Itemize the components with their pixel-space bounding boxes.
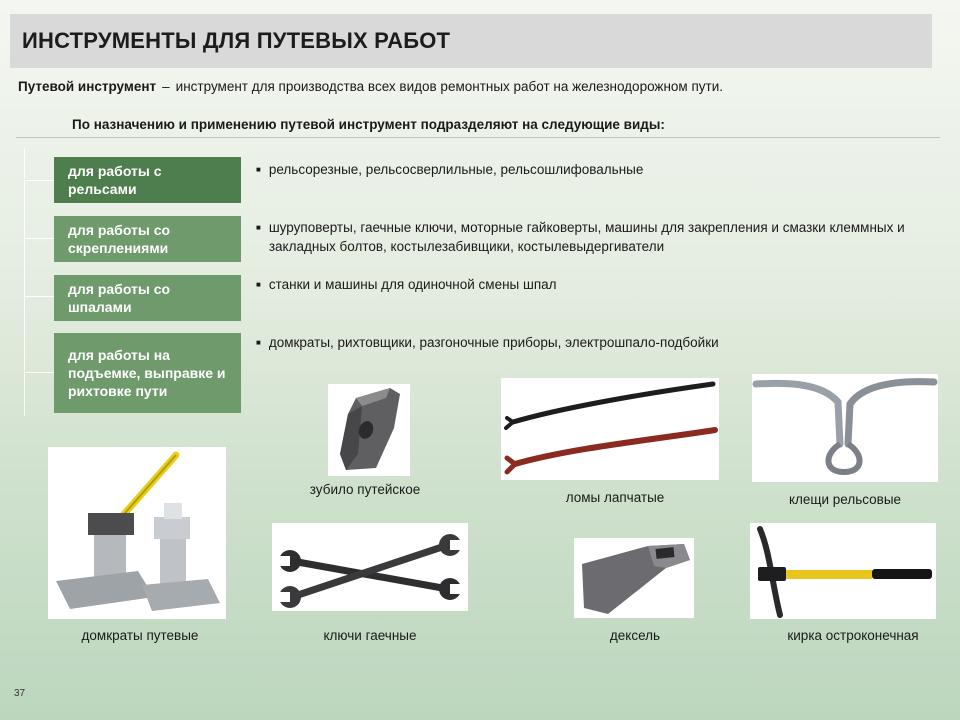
adze-image xyxy=(574,538,694,618)
pickaxe-image xyxy=(750,523,936,619)
connector-stub xyxy=(24,238,54,239)
category-description xyxy=(256,333,936,352)
description-text: рельсорезные, рельсосверлильные, рельсошлифовальные xyxy=(268,162,644,177)
bullet-icon: ■ xyxy=(256,223,261,232)
slide-number: 37 xyxy=(14,688,26,699)
tool-caption: зубило путейское xyxy=(309,482,421,497)
connector-line xyxy=(24,148,25,416)
tool-caption: дексель xyxy=(609,628,661,643)
page-title: ИНСТРУМЕНТЫ ДЛЯ ПУТЕВЫХ РАБОТ xyxy=(22,28,451,53)
tool-caption: домкраты путевые xyxy=(81,628,199,643)
description-text: домкраты, рихтовщики, разгоночные приборы, электрошпало-подбойки xyxy=(268,335,719,350)
category-label: для работы со шпалами xyxy=(68,281,171,315)
tool-caption: кирка остроконечная xyxy=(787,628,919,643)
category-description xyxy=(256,218,946,256)
category-label: для работы со скреплениями xyxy=(68,222,171,256)
bullet-icon: ■ xyxy=(256,338,261,347)
definition-term: Путевой инструмент xyxy=(18,79,157,94)
definition-text: инструмент для производства всех видов ремонтных работ на железнодорожном пути. xyxy=(175,79,723,94)
category-sleepers xyxy=(54,275,241,321)
category-label: для работы на подъемке, выправке и рихтовке пути xyxy=(68,347,226,399)
definition-dash: – xyxy=(162,79,170,94)
connector-stub xyxy=(24,296,54,297)
divider xyxy=(16,137,940,138)
tool-caption: клещи рельсовые xyxy=(788,492,902,507)
crowbars-image xyxy=(501,378,719,480)
category-description xyxy=(256,160,936,179)
description-text: шуруповерты, гаечные ключи, моторные гайковерты, машины для закрепления и смазки клеммных и закладных болтов, костылезабивщики, костылевыдергиватели xyxy=(268,220,905,254)
bullet-icon: ■ xyxy=(256,165,261,174)
category-label: для работы с рельсами xyxy=(68,163,162,197)
track-jacks-image xyxy=(48,447,226,619)
connector-stub xyxy=(24,372,54,373)
chisel-image xyxy=(328,384,410,476)
tool-caption: ключи гаечные xyxy=(323,628,417,643)
classification-subheading: По назначению и применению путевой инструмент подразделяют на следующие виды: xyxy=(72,117,665,132)
tool-caption: ломы лапчатые xyxy=(565,490,665,505)
category-fastenings xyxy=(54,216,241,262)
title-bar xyxy=(10,14,932,68)
wrenches-image xyxy=(272,523,468,611)
category-rails xyxy=(54,157,241,203)
category-description xyxy=(256,275,936,294)
definition xyxy=(18,79,723,94)
category-lifting xyxy=(54,333,241,413)
connector-stub xyxy=(24,180,54,181)
bullet-icon: ■ xyxy=(256,280,261,289)
rail-tongs-image xyxy=(752,374,938,482)
description-text: станки и машины для одиночной смены шпал xyxy=(268,277,557,292)
